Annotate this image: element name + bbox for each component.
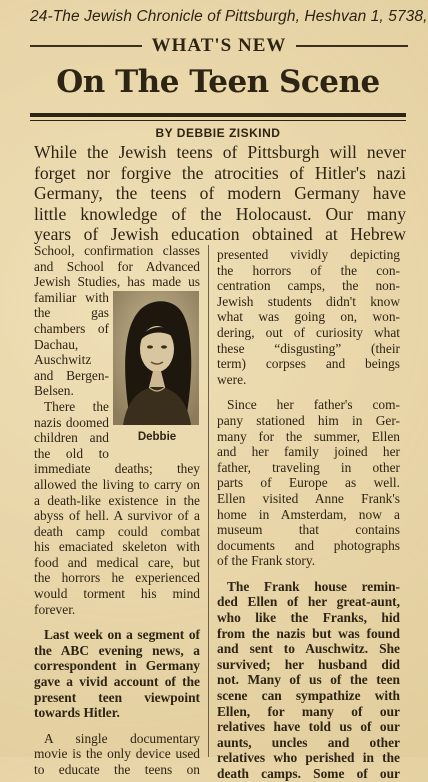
text-line: his emaciated skeleton with (34, 539, 200, 555)
text-line: allowed the living to carry on (34, 476, 200, 492)
lead-line: little knowledge of the Holocaust. Our many (34, 203, 406, 224)
text-line: pany stationed him in Ger- (217, 412, 400, 428)
text-line: Ellen visited Anne Frank's (217, 490, 400, 506)
photo-caption: Debbie (137, 431, 177, 443)
text-line: a death-like existence in the (34, 492, 200, 508)
text-line: abyss of hell. A survivor of a (34, 508, 200, 524)
text-line: ded Ellen of her great-aunt, (217, 594, 400, 610)
text-line: relatives who perished in the (217, 750, 400, 766)
byline: BY DEBBIE ZISKIND (155, 126, 281, 140)
headline-rule-thin (30, 120, 406, 121)
text-line: Jewish students didn't know (217, 293, 400, 309)
text-line: were. (217, 371, 247, 387)
text-line: and sent to Auschwitz. She (217, 641, 400, 657)
text-line: Jewish Studies, has made us (34, 274, 200, 290)
text-line: familiar with (34, 289, 109, 305)
text-line: term) corpses and beings (217, 356, 400, 372)
text-line: food and medical care, but (34, 554, 200, 570)
text-line: Auschwitz (34, 352, 92, 368)
text-line: aunts, uncles and other (217, 734, 400, 750)
text-wrap-around-photo (34, 290, 109, 462)
text-line: present teen viewpoint (34, 689, 200, 705)
text-line: home in Amsterdam, now a (217, 506, 400, 522)
paragraph-frank-house (217, 579, 400, 782)
article-column-2 (217, 247, 400, 782)
text-line: A single documentary (44, 730, 200, 746)
text-line: relatives have told us of our (217, 719, 400, 735)
kicker-rule-left (30, 45, 142, 47)
text-line: scene can sympathize with (217, 688, 400, 704)
text-line: the gas (34, 305, 109, 321)
text-line: Belsen. (34, 383, 74, 399)
text-line: forever. (34, 601, 76, 617)
text-line: correspondent in Germany (34, 658, 200, 674)
paragraph-abc-news (34, 627, 200, 721)
masthead: 24-The Jewish Chronicle of Pittsburgh, Heshvan 1, 5738, (30, 8, 428, 25)
text-line: of the Frank story. (217, 553, 316, 569)
headline: On The Teen Scene (56, 64, 380, 100)
text-line: presented vividly depicting (217, 247, 400, 262)
text-line: nazis doomed (34, 414, 109, 430)
text-line: the ABC evening news, a (34, 642, 200, 658)
text-line: the old to (34, 445, 109, 461)
headline-rule-thick (30, 113, 406, 117)
text-line: survived; her husband did (217, 656, 400, 672)
text-line: and Bergen- (34, 367, 109, 383)
text-line: from the nazis but was found (217, 625, 400, 641)
text-line: dering, out of curiosity what (217, 324, 400, 340)
text-line: the horrors of the con- (217, 262, 400, 278)
text-line: There the (44, 398, 109, 414)
text-line: gave a vivid account of the (34, 674, 200, 690)
text-line: death camp could combat (34, 523, 200, 539)
kicker-rule-right (296, 45, 408, 47)
column-divider (208, 245, 209, 757)
text-line: Dachau, (34, 336, 79, 352)
text-line: not. Many of us of the teen (217, 672, 400, 688)
lead-line: forget nor forgive the atrocities of Hitler's nazi (34, 162, 406, 183)
text-line: children and (34, 430, 109, 446)
text-line: what was going on, won- (217, 309, 400, 325)
lead-line: years of Jewish education obtained at Hebrew (34, 224, 406, 244)
portrait-image (113, 291, 199, 425)
text-line: death camps. Some of our (217, 766, 400, 781)
text-line: the horrors he experienced (34, 570, 200, 586)
text-line: School, confirmation classes (34, 243, 200, 258)
text-line: The Frank house remin- (227, 578, 400, 594)
section-kicker-row (30, 33, 408, 59)
text-line: Last week on a segment of (44, 627, 200, 643)
text-line: towards Hitler. (34, 705, 120, 721)
text-line: and School for Advanced (34, 258, 200, 274)
text-line: many for the summer, Ellen (217, 428, 400, 444)
text-line: who like the Franks, hid (217, 610, 400, 626)
section-kicker: WHAT'S NEW (151, 35, 287, 56)
lead-paragraph (34, 142, 406, 245)
text-line: father, traveling in other (217, 459, 400, 475)
text-line: Ellen, for many of our (217, 703, 400, 719)
text-line: documents and photographs (217, 537, 400, 553)
text-line: would torment his mind (34, 586, 200, 602)
text-line: chambers of (34, 320, 109, 336)
text-line: to educate the teens on (34, 762, 200, 777)
portrait-photo (113, 291, 199, 425)
text-line: Since her father's com- (227, 397, 400, 413)
text-line: these “disgusting” (their (217, 340, 400, 356)
text-line: museum that contains (217, 522, 400, 538)
text-line: parts of Europe as well. (217, 475, 400, 491)
lead-line: While the Jewish teens of Pittsburgh will never (34, 142, 406, 162)
text-line: centration camps, the non- (217, 278, 400, 294)
text-line: movie is the only device used (34, 746, 200, 762)
text-line: and her family joined her (217, 444, 400, 460)
lead-line: Germany, the teens of modern Germany have (34, 183, 406, 203)
text-line: immediate deaths; they (34, 461, 200, 477)
